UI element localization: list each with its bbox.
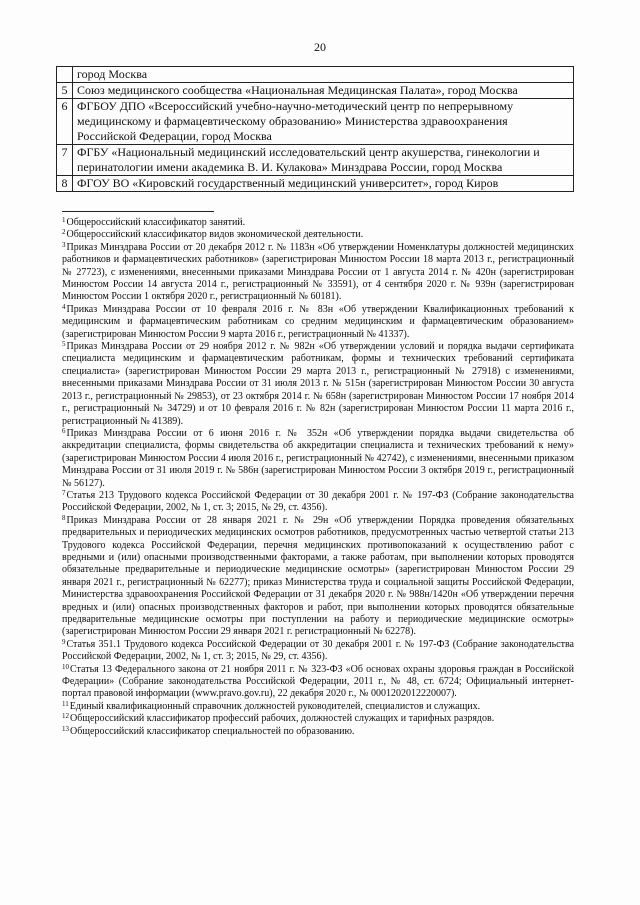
footnote-text: Приказ Минздрава России от 29 ноября 2012 г. № 982н «Об утверждении условий и порядка выдачи сертификата специалиста медицинским и фармацевтическим работникам, формы и технических требований сертификата специалиста» (зарегистрирован Минюстом России 29 марта 2013 г., регистрационный № 27918) с изменениями, внесенными приказами Минздрава России от 31 июля 2013 г. № 515н (зарегистрирован Минюстом России 30 августа 2013 г., регистрационный № 29853), от 23 октября 2014 г. № 658н (зарегистрирован Минюстом России 17 ноября 2014 г., регистрационный № 34729) и от 10 февраля 2016 г. № 82н (зарегистрирован Минюстом России 11 марта 2016 г., регистрационный № 41389). xyxy=(62,341,574,427)
footnote-text: Статья 213 Трудового кодекса Российской Федерации от 30 декабря 2001 г. № 197-ФЗ (Собрание законодательства Российской Федерации, 2002, № 1, ст. 3; 2015, № 29, ст. 4356). xyxy=(62,489,574,514)
page-number: 20 xyxy=(314,40,326,54)
table-row xyxy=(57,99,574,145)
footnote-text: Приказ Минздрава России от 6 июня 2016 г. № 352н «Об утверждении порядка выдачи свидетельства об аккредитации специалиста, формы свидетельства об аккредитации специалиста и технических требований к нему» (зарегистрирован Минюстом России 4 июля 2016 г., регистрационный № 42742), с изменениями, внесенными приказом Минздрава России от 31 июля 2019 г. № 586н (зарегистрирован Минюстом России 3 октября 2019 г., регистрационный № 56127). xyxy=(62,427,574,489)
footnote xyxy=(62,490,574,515)
organizations-table xyxy=(56,66,574,192)
footnote xyxy=(62,428,574,490)
row-text: ФГБУ «Национальный медицинский исследовательский центр акушерства, гинекологии и перинатологии имени академика В. И. Кулакова» Минздрава России, город Москва xyxy=(73,145,574,176)
footnote-marker: 11 xyxy=(62,699,69,708)
footnote-text: Единый квалификационный справочник должностей руководителей, специалистов и служащих. xyxy=(69,700,481,712)
footnotes xyxy=(62,217,574,738)
footnote-text: Приказ Минздрава России от 10 февраля 2016 г. № 83н «Об утверждении Квалификационных требований к медицинским и фармацевтическим работникам со средним медицинским и фармацевтическим образованием» (зарегистрирован Минюстом России 9 марта 2016 г., регистрационный № 41337). xyxy=(62,303,574,340)
footnote xyxy=(62,664,574,701)
footnote xyxy=(62,341,574,428)
footnote xyxy=(62,229,574,241)
footnote xyxy=(62,639,574,664)
footnote-marker: 8 xyxy=(62,513,66,522)
footnote-marker: 1 xyxy=(62,216,66,224)
footnote xyxy=(62,726,574,738)
footnote-marker: 4 xyxy=(62,302,66,311)
footnote-marker: 2 xyxy=(62,228,66,237)
footnote-marker: 7 xyxy=(62,488,66,497)
footnote-marker: 10 xyxy=(62,662,69,671)
footnote-marker: 12 xyxy=(62,712,69,721)
footnote-text: Общероссийский классификатор занятий. xyxy=(66,217,246,228)
row-text: Союз медицинского сообщества «Национальная Медицинская Палата», город Москва xyxy=(73,83,574,99)
footnote-marker: 3 xyxy=(62,240,66,249)
row-number: 5 xyxy=(57,83,73,99)
footnote-text: Приказ Минздрава России от 20 декабря 2012 г. № 1183н «Об утверждении Номенклатуры должностей медицинских работников и фармацевтических работников» (зарегистрирован Минюстом России 18 марта 2013 г., регистрационный № 27723), с изменениями, внесенными приказами Минздрава России от 1 августа 2014 г. № 420н (зарегистрирован Минюстом России 14 августа 2014 г., регистрационный № 33591), от 4 сентября 2020 г. № 939н (зарегистрирован Минюстом России 1 октября 2020 г., регистрационный № 60181). xyxy=(62,241,574,303)
footnote-marker: 9 xyxy=(62,637,66,646)
footnote-text: Статья 13 Федерального закона от 21 ноября 2011 г. № 323-ФЗ «Об основах охраны здоровья граждан в Российской Федерации» (Собрание законодательства Российской Федерации, 2011 г., № 48, ст. 6724; Официальный интернет-портал правовой информации (www.pravo.gov.ru), 22 декабря 2020 г., № 0001202012220007). xyxy=(62,663,574,700)
footnote xyxy=(62,713,574,725)
table-row xyxy=(57,176,574,192)
row-text: ФГОУ ВО «Кировский государственный медицинский университет», город Киров xyxy=(73,176,574,192)
table-row xyxy=(57,67,574,83)
footnote-marker: 13 xyxy=(62,724,69,733)
row-number: 6 xyxy=(57,99,73,145)
footnote-text: Общероссийский классификатор профессий рабочих, должностей служащих и тарифных разрядов. xyxy=(70,713,495,725)
footnote xyxy=(62,701,574,713)
footnote-separator xyxy=(62,211,214,212)
footnote-text: Приказ Минздрава России от 28 января 2021 г. № 29н «Об утверждении Порядка проведения обязательных предварительных и периодических медицинских осмотров работников, предусмотренных частью четвертой статьи 213 Трудового кодекса Российской Федерации, перечня медицинских противопоказаний к осуществлению работ с вредными и (или) опасными производственными факторами, а также работам, при выполнении которых проводятся обязательные предварительные и периодические медицинские осмотры» (зарегистрирован Минюстом России 29 января 2021 г., регистрационный № 62277); приказ Министерства труда и социальной защиты Российской Федерации, Министерства здравоохранения Российской Федерации от 31 декабря 2020 г. № 988н/1420н «Об утверждении перечня вредных и (или) опасных производственных факторов и работ, при выполнении которых проводятся обязательные предварительные медицинские осмотры при поступлении на работу и периодические медицинские осмотры» (зарегистрирован Минюстом России 29 января 2021 г. регистрационный № 62278). xyxy=(62,514,574,638)
row-number: 8 xyxy=(57,176,73,192)
footnote xyxy=(62,217,574,229)
footnote-marker: 5 xyxy=(62,340,66,349)
row-number xyxy=(57,67,73,83)
footnote-text: Статья 351.1 Трудового кодекса Российской Федерации от 30 декабря 2001 г. № 197-ФЗ (Собрание законодательства Российской Федерации, 2002, № 1, ст. 3; 2015, № 29, ст. 4356). xyxy=(62,638,574,663)
footnote xyxy=(62,515,574,639)
footnote-text: Общероссийский классификатор специальностей по образованию. xyxy=(70,725,355,737)
footnote-marker: 6 xyxy=(62,426,66,435)
footnote xyxy=(62,242,574,304)
table-row xyxy=(57,145,574,176)
row-number: 7 xyxy=(57,145,73,176)
row-text: город Москва xyxy=(73,67,574,83)
row-text: ФГБОУ ДПО «Всероссийский учебно-научно-методический центр по непрерывному медицинскому и фармацевтическому образованию» Министерства здравоохранения Российской Федерации, город Москва xyxy=(73,99,574,145)
table-row xyxy=(57,83,574,99)
footnote xyxy=(62,304,574,341)
footnote-text: Общероссийский классификатор видов экономической деятельности. xyxy=(66,229,364,241)
